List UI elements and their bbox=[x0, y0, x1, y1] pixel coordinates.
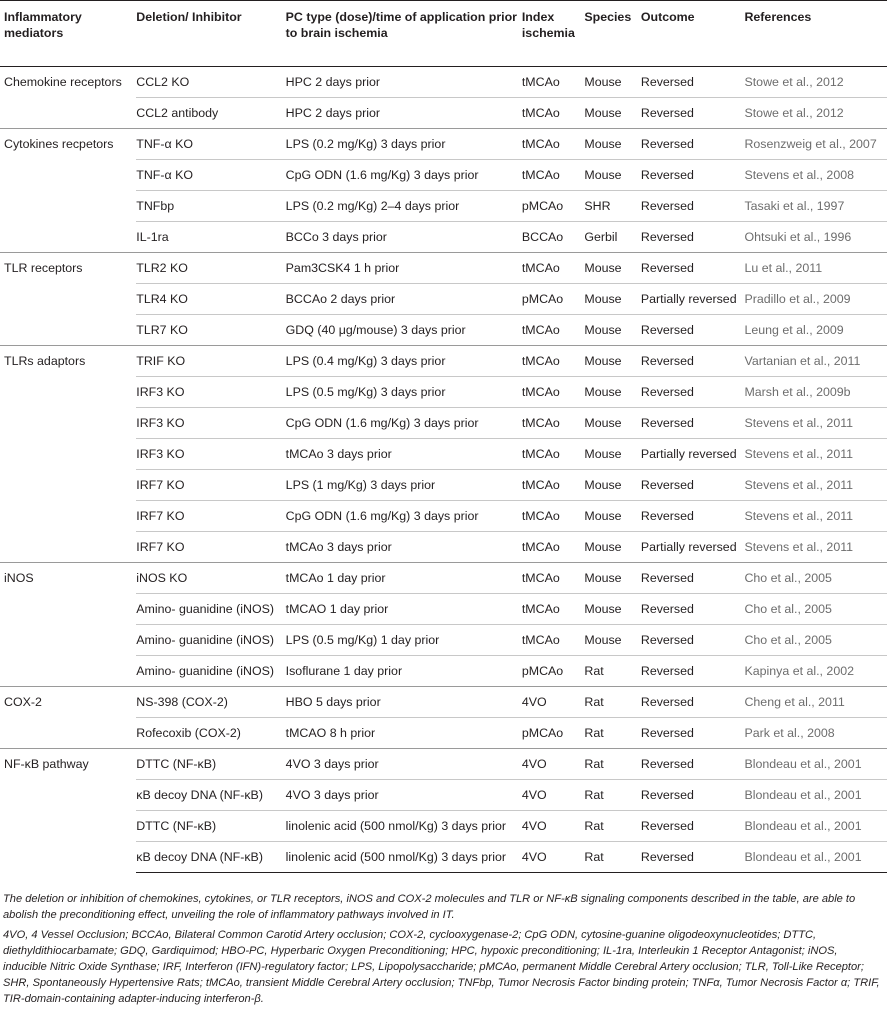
species-cell: Mouse bbox=[584, 408, 641, 439]
outcome-cell: Partially reversed bbox=[641, 532, 745, 563]
species-cell: Mouse bbox=[584, 377, 641, 408]
deletion-cell: κB decoy DNA (NF-κB) bbox=[136, 780, 285, 811]
outcome-cell: Reversed bbox=[641, 346, 745, 377]
reference-cell: Stevens et al., 2011 bbox=[744, 470, 887, 501]
species-cell: Rat bbox=[584, 687, 641, 718]
species-cell: Mouse bbox=[584, 253, 641, 284]
deletion-cell: iNOS KO bbox=[136, 563, 285, 594]
index-ischemia-cell: tMCAo bbox=[522, 470, 585, 501]
outcome-cell: Reversed bbox=[641, 408, 745, 439]
reference-cell: Stevens et al., 2011 bbox=[744, 501, 887, 532]
header-pc-type: PC type (dose)/time of application prior to brain ischemia bbox=[286, 1, 522, 67]
deletion-cell: IRF7 KO bbox=[136, 532, 285, 563]
reference-cell: Marsh et al., 2009b bbox=[744, 377, 887, 408]
deletion-cell: NS-398 (COX-2) bbox=[136, 687, 285, 718]
index-ischemia-cell: BCCAo bbox=[522, 222, 585, 253]
pc-type-cell: tMCAo 3 days prior bbox=[286, 439, 522, 470]
deletion-cell: IRF7 KO bbox=[136, 470, 285, 501]
table-footnotes bbox=[3, 891, 884, 1011]
reference-cell: Cho et al., 2005 bbox=[744, 563, 887, 594]
deletion-cell: Amino- guanidine (iNOS) bbox=[136, 656, 285, 687]
index-ischemia-cell: tMCAo bbox=[522, 129, 585, 160]
species-cell: Rat bbox=[584, 780, 641, 811]
outcome-cell: Reversed bbox=[641, 656, 745, 687]
index-ischemia-cell: tMCAo bbox=[522, 501, 585, 532]
index-ischemia-cell: tMCAo bbox=[522, 625, 585, 656]
deletion-cell: IRF3 KO bbox=[136, 408, 285, 439]
pc-type-cell: LPS (0.2 mg/Kg) 2–4 days prior bbox=[286, 191, 522, 222]
pc-type-cell: LPS (1 mg/Kg) 3 days prior bbox=[286, 470, 522, 501]
reference-cell: Blondeau et al., 2001 bbox=[744, 811, 887, 842]
pc-type-cell: linolenic acid (500 nmol/Kg) 3 days prior bbox=[286, 842, 522, 873]
outcome-cell: Reversed bbox=[641, 749, 745, 780]
species-cell: Mouse bbox=[584, 470, 641, 501]
footnote-summary: The deletion or inhibition of chemokines, cytokines, or TLR receptors, iNOS and COX-2 molecules and TLR or NF-κB signaling components described in the table, are able to abolish the preconditioning effect, unveiling the role of inflammatory pathways involved in IT. bbox=[3, 893, 856, 921]
index-ischemia-cell: pMCAo bbox=[522, 284, 585, 315]
mediator-group-label: iNOS bbox=[0, 563, 136, 687]
reference-cell: Rosenzweig et al., 2007 bbox=[744, 129, 887, 160]
index-ischemia-cell: pMCAo bbox=[522, 718, 585, 749]
pc-type-cell: CpG ODN (1.6 mg/Kg) 3 days prior bbox=[286, 160, 522, 191]
deletion-cell: DTTC (NF-κB) bbox=[136, 811, 285, 842]
table-body bbox=[0, 67, 887, 873]
pc-type-cell: LPS (0.5 mg/Kg) 3 days prior bbox=[286, 377, 522, 408]
pc-type-cell: BCCAo 2 days prior bbox=[286, 284, 522, 315]
deletion-cell: CCL2 antibody bbox=[136, 98, 285, 129]
mediator-group-label: COX-2 bbox=[0, 687, 136, 749]
species-cell: Mouse bbox=[584, 563, 641, 594]
deletion-cell: IL-1ra bbox=[136, 222, 285, 253]
reference-cell: Pradillo et al., 2009 bbox=[744, 284, 887, 315]
table-row bbox=[0, 253, 887, 284]
species-cell: Mouse bbox=[584, 129, 641, 160]
index-ischemia-cell: 4VO bbox=[522, 780, 585, 811]
pc-type-cell: HPC 2 days prior bbox=[285, 75, 381, 89]
reference-cell: Tasaki et al., 1997 bbox=[744, 191, 887, 222]
pc-type-cell: Pam3CSK4 1 h prior bbox=[286, 253, 522, 284]
reference-cell: Blondeau et al., 2001 bbox=[744, 842, 887, 873]
index-ischemia-cell: tMCAo bbox=[521, 75, 560, 89]
outcome-cell: Reversed bbox=[641, 594, 745, 625]
deletion-cell: DTTC (NF-κB) bbox=[136, 749, 285, 780]
index-ischemia-cell: tMCAo bbox=[522, 563, 585, 594]
outcome-cell: Reversed bbox=[641, 842, 745, 873]
reference-cell: Cho et al., 2005 bbox=[744, 594, 887, 625]
species-cell: Rat bbox=[584, 811, 641, 842]
index-ischemia-cell: tMCAo bbox=[522, 594, 585, 625]
pc-type-cell: CpG ODN (1.6 mg/Kg) 3 days prior bbox=[286, 501, 522, 532]
pc-type-cell: Isoflurane 1 day prior bbox=[286, 656, 522, 687]
pc-type-cell: linolenic acid (500 nmol/Kg) 3 days prior bbox=[286, 811, 522, 842]
species-cell: Mouse bbox=[584, 284, 641, 315]
table-row bbox=[0, 749, 887, 780]
index-ischemia-cell: tMCAo bbox=[522, 377, 585, 408]
deletion-cell: TNF-α KO bbox=[136, 160, 285, 191]
reference-cell: Blondeau et al., 2001 bbox=[744, 749, 887, 780]
header-outcome: Outcome bbox=[641, 1, 745, 67]
outcome-cell: Reversed bbox=[641, 377, 745, 408]
species-cell: Mouse bbox=[584, 346, 641, 377]
reference-cell: Stowe et al., 2012 bbox=[744, 75, 844, 89]
index-ischemia-cell: 4VO bbox=[522, 749, 585, 780]
footnote-abbreviations: 4VO, 4 Vessel Occlusion; BCCAo, Bilateral Common Carotid Artery occlusion; COX-2, cyclooxygenase-2; CpG ODN, cytosine-guanine oligodeoxynucleotides; DTTC, diethyldithiocarbamate; GDQ, Gardiquimod; HBO-PC, Hyperbaric Oxygen Preconditioning; HPC, hypoxic preconditioning; IL-1ra, Interleukin 1 Receptor Antagonist; iNOS, inducible Nitric Oxide Synthase; IRF, Interferon (IFN)-regulatory factor; LPS, Lipopolysaccharide; pMCAo, permanent Middle Cerebral Artery occlusion; TLR, Toll-Like Receptor; SHR, Spontaneously Hypertensive Rats; tMCAo, transient Middle Cerebral Artery occlusion; TNFbp, Tumor Necrosis Factor binding protein; TNFα, Tumor Necrosis Factor α; TRIF, TIR-domain-containing adapter-inducing interferon-β. bbox=[3, 929, 880, 1005]
index-ischemia-cell: tMCAo bbox=[522, 346, 585, 377]
pc-type-cell: HBO 5 days prior bbox=[286, 687, 522, 718]
pc-type-cell: tMCAo 1 day prior bbox=[286, 563, 522, 594]
outcome-cell: Reversed bbox=[641, 687, 745, 718]
outcome-cell: Reversed bbox=[641, 222, 745, 253]
species-cell: Rat bbox=[584, 718, 641, 749]
pc-type-cell: tMCAo 3 days prior bbox=[286, 532, 522, 563]
table-row bbox=[0, 563, 887, 594]
outcome-cell: Reversed bbox=[641, 98, 745, 129]
table-row bbox=[0, 346, 887, 377]
mediator-group-label: NF-κB pathway bbox=[0, 749, 136, 873]
deletion-cell: TLR2 KO bbox=[136, 253, 285, 284]
deletion-cell: TLR7 KO bbox=[136, 315, 285, 346]
outcome-cell: Reversed bbox=[641, 191, 745, 222]
species-cell: Rat bbox=[584, 842, 641, 873]
species-cell: Mouse bbox=[584, 532, 641, 563]
deletion-cell: Amino- guanidine (iNOS) bbox=[136, 625, 285, 656]
pc-type-cell: HPC 2 days prior bbox=[286, 98, 522, 129]
reference-cell: Lu et al., 2011 bbox=[744, 253, 887, 284]
mediator-group-label: TLR receptors bbox=[0, 253, 136, 346]
species-cell: Rat bbox=[584, 749, 641, 780]
species-cell: Mouse bbox=[584, 98, 641, 129]
species-cell: Mouse bbox=[584, 160, 641, 191]
pc-type-cell: CpG ODN (1.6 mg/Kg) 3 days prior bbox=[286, 408, 522, 439]
header-references: References bbox=[744, 1, 887, 67]
index-ischemia-cell: tMCAo bbox=[522, 532, 585, 563]
outcome-cell: Reversed bbox=[641, 718, 745, 749]
pc-type-cell: LPS (0.2 mg/Kg) 3 days prior bbox=[286, 129, 522, 160]
outcome-cell: Reversed bbox=[641, 129, 745, 160]
reference-cell: Stevens et al., 2008 bbox=[744, 160, 887, 191]
species-cell: Mouse bbox=[584, 501, 641, 532]
table-row bbox=[0, 687, 887, 718]
outcome-cell: Reversed bbox=[641, 780, 745, 811]
index-ischemia-cell: 4VO bbox=[522, 842, 585, 873]
index-ischemia-cell: tMCAo bbox=[522, 160, 585, 191]
species-cell: Mouse bbox=[584, 439, 641, 470]
pc-type-cell: LPS (0.5 mg/Kg) 1 day prior bbox=[286, 625, 522, 656]
header-deletion: Deletion/ Inhibitor bbox=[136, 1, 285, 67]
pc-type-cell: GDQ (40 μg/mouse) 3 days prior bbox=[286, 315, 522, 346]
reference-cell: Stevens et al., 2011 bbox=[744, 532, 887, 563]
outcome-cell: Reversed bbox=[641, 811, 745, 842]
header-species: Species bbox=[584, 1, 641, 67]
mediator-group-label: Cytokines recpetors bbox=[0, 129, 136, 253]
index-ischemia-cell: 4VO bbox=[522, 687, 585, 718]
deletion-cell: TNF-α KO bbox=[136, 129, 285, 160]
deletion-cell: TLR4 KO bbox=[136, 284, 285, 315]
outcome-cell: Reversed bbox=[641, 160, 745, 191]
outcome-cell: Reversed bbox=[641, 253, 745, 284]
deletion-cell: IRF7 KO bbox=[136, 501, 285, 532]
index-ischemia-cell: tMCAo bbox=[522, 98, 585, 129]
species-cell: Mouse bbox=[584, 75, 622, 89]
species-cell: Mouse bbox=[584, 594, 641, 625]
pc-type-cell: tMCAO 1 day prior bbox=[286, 594, 522, 625]
deletion-cell: Amino- guanidine (iNOS) bbox=[136, 594, 285, 625]
reference-cell: Cheng et al., 2011 bbox=[744, 687, 887, 718]
reference-cell: Park et al., 2008 bbox=[744, 718, 887, 749]
index-ischemia-cell: tMCAo bbox=[522, 253, 585, 284]
pc-type-cell: BCCo 3 days prior bbox=[286, 222, 522, 253]
index-ischemia-cell: tMCAo bbox=[522, 315, 585, 346]
species-cell: Mouse bbox=[584, 315, 641, 346]
species-cell: Gerbil bbox=[584, 222, 641, 253]
table-header-row bbox=[0, 1, 887, 67]
deletion-cell: TNFbp bbox=[136, 191, 285, 222]
outcome-cell: Reversed bbox=[641, 563, 745, 594]
outcome-cell: Reversed bbox=[641, 501, 745, 532]
species-cell: Rat bbox=[584, 656, 641, 687]
header-mediators: Inflammatory mediators bbox=[0, 1, 136, 67]
deletion-cell: IRF3 KO bbox=[136, 377, 285, 408]
pc-type-cell: 4VO 3 days prior bbox=[286, 780, 522, 811]
index-ischemia-cell: tMCAo bbox=[522, 439, 585, 470]
index-ischemia-cell: pMCAo bbox=[522, 656, 585, 687]
pc-type-cell: 4VO 3 days prior bbox=[286, 749, 522, 780]
pc-type-cell: tMCAO 8 h prior bbox=[286, 718, 522, 749]
reference-cell: Kapinya et al., 2002 bbox=[744, 656, 887, 687]
deletion-cell: IRF3 KO bbox=[136, 439, 285, 470]
index-ischemia-cell: pMCAo bbox=[522, 191, 585, 222]
reference-cell: Cho et al., 2005 bbox=[744, 625, 887, 656]
outcome-cell: Reversed bbox=[641, 470, 745, 501]
index-ischemia-cell: 4VO bbox=[522, 811, 585, 842]
reference-cell: Blondeau et al., 2001 bbox=[744, 780, 887, 811]
mediator-group-label: Chemokine receptors bbox=[4, 75, 122, 89]
outcome-cell: Reversed bbox=[641, 625, 745, 656]
deletion-cell: κB decoy DNA (NF-κB) bbox=[136, 842, 285, 873]
deletion-cell: Rofecoxib (COX-2) bbox=[136, 718, 285, 749]
reference-cell: Leung et al., 2009 bbox=[744, 315, 887, 346]
species-cell: Mouse bbox=[584, 625, 641, 656]
reference-cell: Stowe et al., 2012 bbox=[744, 98, 887, 129]
pc-type-cell: LPS (0.4 mg/Kg) 3 days prior bbox=[286, 346, 522, 377]
outcome-cell: Partially reversed bbox=[641, 284, 745, 315]
table-row bbox=[0, 67, 887, 98]
reference-cell: Ohtsuki et al., 1996 bbox=[744, 222, 887, 253]
table-row bbox=[0, 129, 887, 160]
reference-cell: Stevens et al., 2011 bbox=[744, 439, 887, 470]
outcome-cell: Reversed bbox=[641, 315, 745, 346]
deletion-cell: CCL2 KO bbox=[136, 75, 190, 89]
species-cell: SHR bbox=[584, 191, 641, 222]
mediator-group-label: TLRs adaptors bbox=[0, 346, 136, 563]
outcome-cell: Reversed bbox=[640, 75, 694, 89]
outcome-cell: Partially reversed bbox=[641, 439, 745, 470]
index-ischemia-cell: tMCAo bbox=[522, 408, 585, 439]
header-index-ischemia: Index ischemia bbox=[522, 1, 585, 67]
reference-cell: Vartanian et al., 2011 bbox=[744, 346, 887, 377]
reference-cell: Stevens et al., 2011 bbox=[744, 408, 887, 439]
deletion-cell: TRIF KO bbox=[136, 346, 285, 377]
